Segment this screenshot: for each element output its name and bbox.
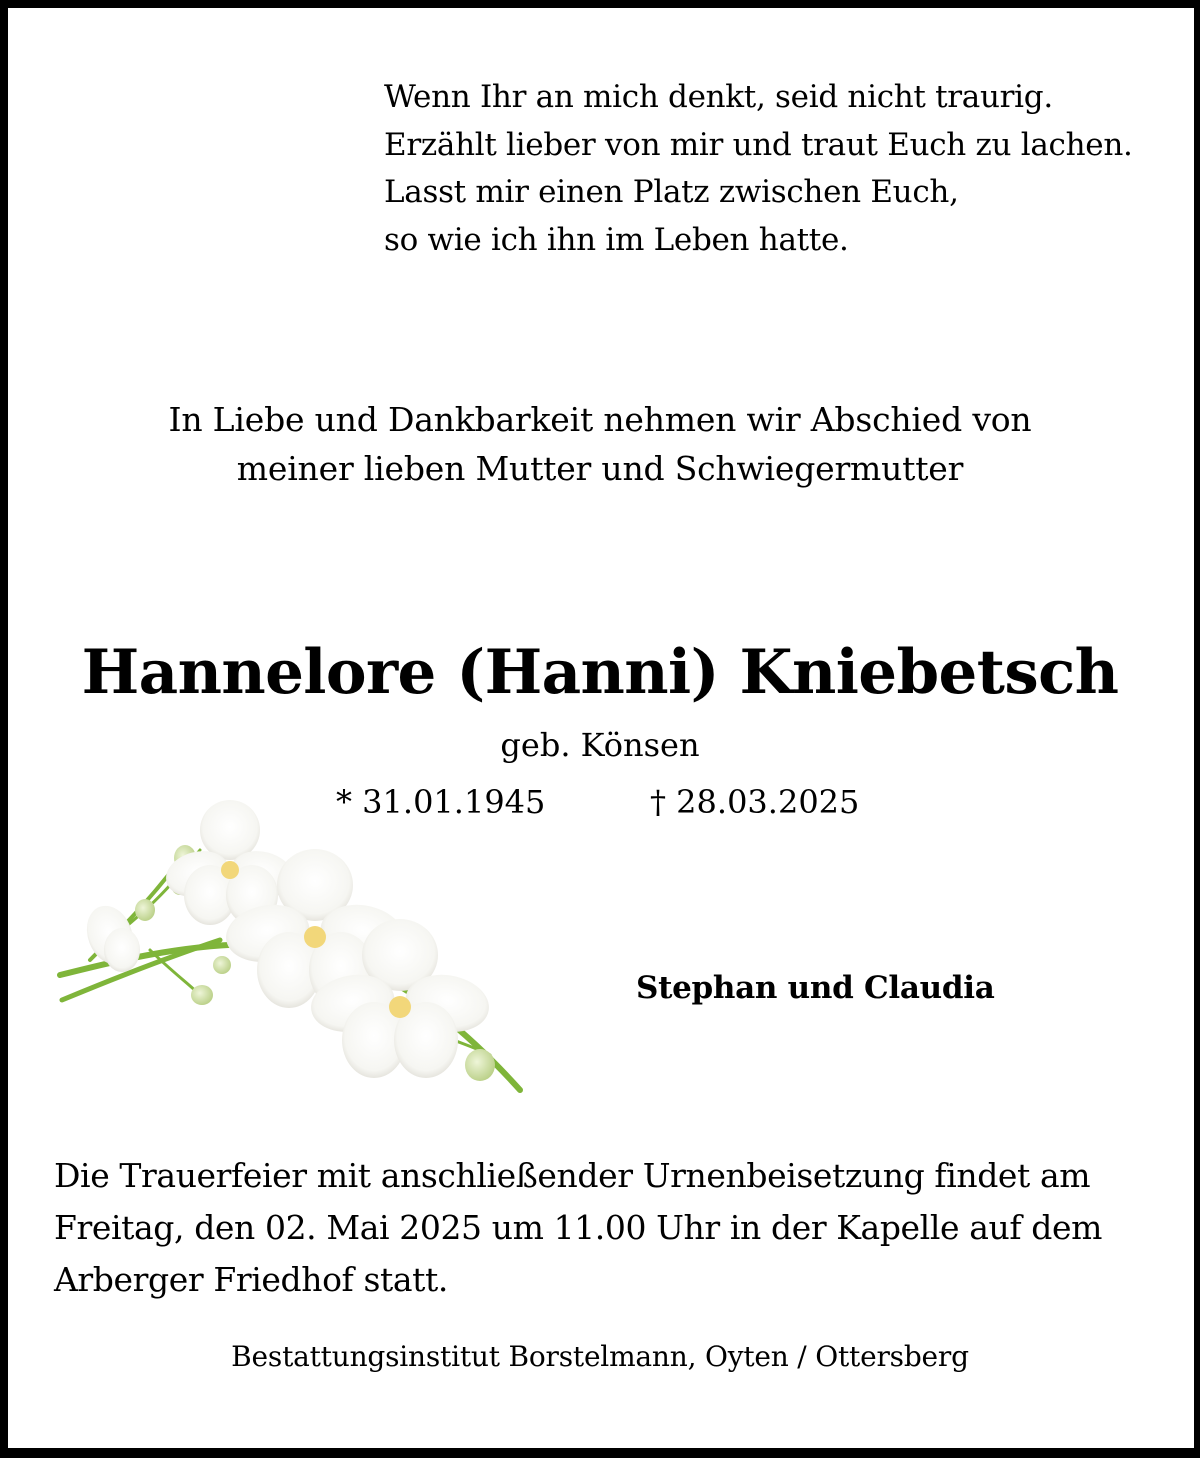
maiden-name: geb. Könsen [500, 726, 700, 764]
deceased-name: Hannelore (Hanni) Kniebetsch [81, 637, 1119, 708]
poem-line: Lasst mir einen Platz zwischen Euch, [384, 174, 959, 210]
intro-line: meiner lieben Mutter und Schwiegermutter [236, 449, 964, 488]
birth-date: * 31.01.1945 [336, 783, 546, 821]
ceremony-details [54, 1150, 1174, 1306]
death-date: † 28.03.2025 [650, 783, 860, 821]
ceremony-line: Freitag, den 02. Mai 2025 um 11.00 Uhr in der Kapelle auf dem [54, 1208, 1102, 1247]
intro-text [0, 395, 1200, 493]
signers: Stephan und Claudia [636, 970, 995, 1006]
poem-line: Wenn Ihr an mich denkt, seid nicht traurig. [384, 79, 1053, 115]
intro-line: In Liebe und Dankbarkeit nehmen wir Abschied von [168, 400, 1032, 439]
poem-line: so wie ich ihn im Leben hatte. [384, 221, 849, 258]
ceremony-line: Die Trauerfeier mit anschließender Urnenbeisetzung findet am [54, 1156, 1091, 1195]
poem [384, 74, 1184, 264]
orchid-image [50, 790, 540, 1100]
undertaker: Bestattungsinstitut Borstelmann, Oyten / Ottersberg [231, 1340, 969, 1373]
ceremony-line: Arberger Friedhof statt. [54, 1260, 448, 1299]
poem-line: Erzählt lieber von mir und traut Euch zu lachen. [384, 126, 1133, 163]
